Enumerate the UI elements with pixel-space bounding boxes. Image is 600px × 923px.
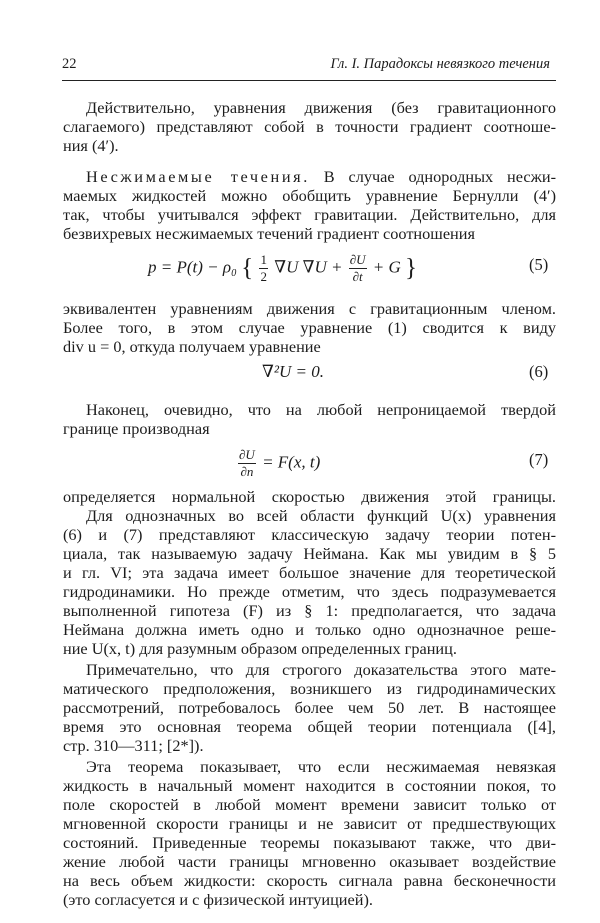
- text-line: Примечательно, что для строгого доказательства этого мате-: [86, 660, 556, 679]
- text-line: циала, так называемую задачу Неймана. Как мы увидим в § 5: [63, 544, 556, 563]
- text-line: Эта теорема показывает, что если несжимаемая невязкая: [86, 757, 556, 776]
- equation-6: ∇²U = 0.: [262, 362, 324, 381]
- text-line: рассмотрений, потребовалось более чем 50 лет. В настоящее: [63, 698, 556, 717]
- eq5-tail: + G: [372, 257, 401, 277]
- text-span: В случае однородных несжи-: [323, 167, 556, 186]
- text-line: состояний. Приведенные теоремы показывают также, что дви-: [63, 833, 556, 852]
- text-line: жение любой части границы мгновенно оказывает воздействие: [63, 852, 556, 871]
- page-number: 22: [62, 56, 77, 72]
- text-line: и гл. VI; эта задача имеет большое значение для теоретической: [63, 563, 556, 582]
- text-line: поле скоростей в любой момент времени зависит только от: [63, 795, 556, 814]
- text-line: жидкость в начальный момент находится в состоянии покоя, то: [63, 776, 556, 795]
- eq5-du-dt-fraction: $\frac{\partial U}{\partial t}$: [349, 252, 366, 284]
- text-line: безвихревых несжимаемых течений градиент соотношения: [63, 224, 475, 243]
- text-line: мгновенной скорости границы и не зависит от предшествующих: [63, 814, 556, 833]
- equation-7: [236, 448, 320, 479]
- chapter-title: Гл. I. Парадоксы невязкого течения: [330, 56, 550, 72]
- equation-number: (5): [529, 255, 549, 274]
- text-line: на весь объем жидкости: скорость сигнала равна бесконечности: [63, 871, 556, 890]
- text-line: div u = 0, откуда получаем уравнение: [63, 337, 321, 356]
- text-line: ние U(x, t) для разумным образом определенных границ.: [63, 639, 457, 658]
- text-line: эквивалентен уравнениям движения с гравитационным членом.: [63, 299, 556, 318]
- text-line: Наконец, очевидно, что на любой непроницаемой твердой: [86, 400, 556, 419]
- eq5-gradient-term: ∇U ∇U +: [274, 257, 343, 277]
- text-line: Более того, в этом случае уравнение (1) сводится к виду: [63, 318, 556, 337]
- text-line: гидродинамики. Но прежде отметим, что здесь подразумевается: [63, 582, 556, 601]
- eq7-fraction: $\frac{\partial U}{\partial n}$: [239, 447, 255, 479]
- eq7-rhs: = F(x, t): [262, 452, 321, 472]
- text-line: Неймана должна иметь одно и только одно однозначное реше-: [63, 620, 556, 639]
- text-line: выполненной гипотеза (F) из § 1: предполагается, что задача: [63, 601, 556, 620]
- running-header: [62, 56, 556, 81]
- section-lead: Несжимаемые течения.: [86, 167, 310, 186]
- equation-number: (7): [529, 450, 549, 469]
- text-line: стр. 310—311; [2*]).: [63, 736, 204, 755]
- text-line: Действительно, уравнения движения (без гравитационного: [86, 98, 556, 117]
- eq5-lhs: p = P(t) − ρ₀: [148, 257, 237, 277]
- text-line: маемых жидкостей можно обобщить уравнение Бернулли (4′): [63, 186, 556, 205]
- equation-number: (6): [529, 362, 549, 381]
- text-line: [86, 167, 556, 186]
- text-line: матического предположения, возникшего из гидродинамических: [63, 679, 556, 698]
- text-line: (это согласуется и с физической интуицией).: [63, 890, 373, 909]
- text-line: ния (4′).: [63, 136, 119, 155]
- equation-5: p = P(t) − ρ₀ { $\frac{1}{2}$ ∇U ∇U + $\frac{\partial U}{\partial t}$ + G }: [148, 252, 418, 284]
- text-line: (6) и (7) представляют классическую задачу теории потен-: [63, 525, 556, 544]
- text-line: границе производная: [63, 419, 210, 438]
- text-line: Для однозначных во всей области функций U(x) уравнения: [86, 506, 556, 525]
- text-line: так, чтобы учитывался эффект гравитации. Действительно, для: [63, 205, 556, 224]
- text-line: слагаемого) представляют собой в точности градиент соотноше-: [63, 117, 556, 136]
- eq5-half-fraction: $\frac{1}{2}$: [260, 252, 267, 284]
- text-line: определяется нормальной скоростью движения этой границы.: [63, 487, 556, 506]
- text-line: время это основная теорема общей теории потенциала ([4],: [63, 717, 556, 736]
